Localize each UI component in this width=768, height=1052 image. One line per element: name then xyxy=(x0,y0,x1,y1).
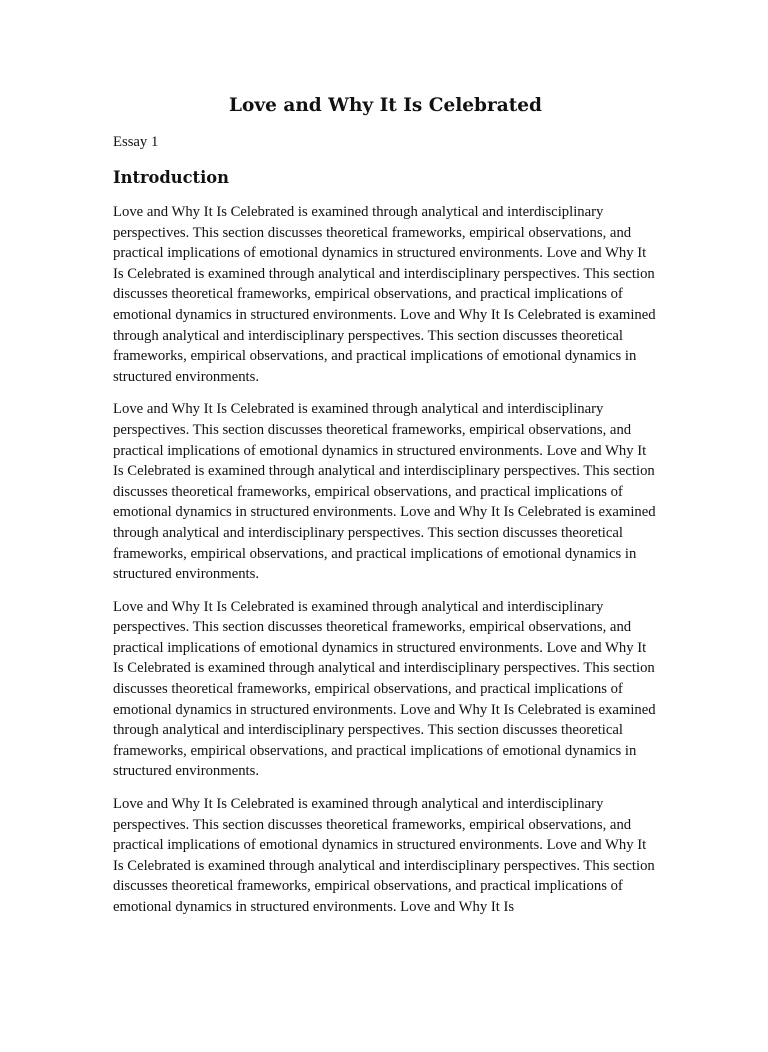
paragraph: Love and Why It Is Celebrated is examined through analytical and interdisciplinary perspectives. This section discusses theoretical frameworks, empirical observations, and practical implications of emotional dynamics in structured environments. Love and Why It Is Celebrated is examined through analytical and interdisciplinary perspectives. This section discusses theoretical frameworks, empirical observations, and practical implications of emotional dynamics in structured environments. Love and Why It Is Celebrated is examined through analytical and interdisciplinary perspectives. This section discusses theoretical frameworks, empirical observations, and practical implications of emotional dynamics in structured environments. xyxy=(113,204,656,385)
document-title: Love and Why It Is Celebrated xyxy=(229,95,542,116)
section-body xyxy=(113,202,658,1052)
paragraph: Love and Why It Is Celebrated is examined through analytical and interdisciplinary perspectives. This section discusses theoretical frameworks, empirical observations, and practical implications of emotional dynamics in structured environments. Love and Why It Is Celebrated is examined through analytical and interdisciplinary perspectives. This section discusses theoretical frameworks, empirical observations, and practical implications of emotional dynamics in structured environments. Love and Why It Is Celebrated is examined through analytical and interdisciplinary perspectives. This section discusses theoretical frameworks, empirical observations, and practical implications of emotional dynamics in structured environments. xyxy=(113,401,656,583)
document-subtitle: Essay 1 xyxy=(113,134,159,150)
paragraph: Love and Why It Is Celebrated is examined through analytical and interdisciplinary perspectives. This section discusses theoretical frameworks, empirical observations, and practical implications of emotional dynamics in structured environments. Love and Why It Is Celebrated is examined through analytical and interdisciplinary perspectives. This section discusses theoretical frameworks, empirical observations, and practical implications of emotional dynamics in structured environments. Love and Why It Is Celebrated is examined through analytical and interdisciplinary perspectives. This section discusses theoretical frameworks, empirical observations, and practical implications of emotional dynamics in structured environments. xyxy=(113,598,656,780)
document-page xyxy=(113,92,658,1052)
paragraph: Love and Why It Is Celebrated is examined through analytical and interdisciplinary perspectives. This section discusses theoretical frameworks, empirical observations, and practical implications of emotional dynamics in structured environments. Love and Why It Is Celebrated is examined through analytical and interdisciplinary perspectives. This section discusses theoretical frameworks, empirical observations, and practical implications of emotional dynamics in structured environments. Love and Why It Is xyxy=(113,796,655,915)
section-heading-introduction: Introduction xyxy=(113,168,229,187)
